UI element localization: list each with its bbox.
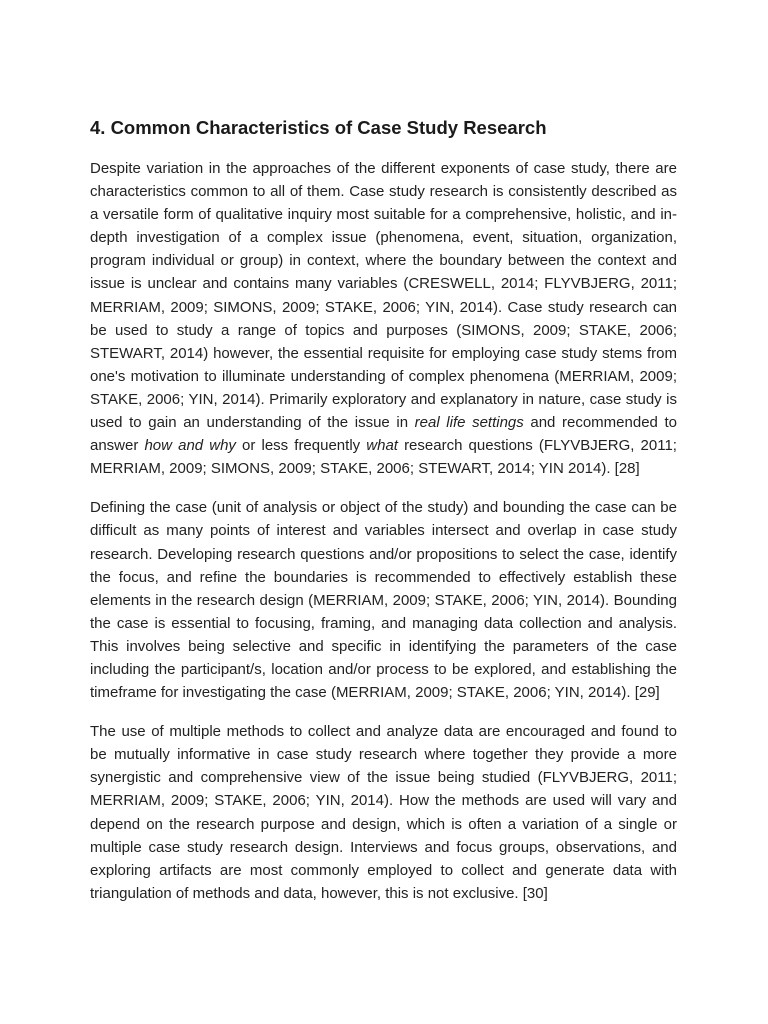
italic-how-and-why: how and why (144, 437, 236, 455)
paragraph-1-text-c: or less frequently (235, 437, 367, 455)
paragraph-1-text-d: research questions (FLYVBJERG, 2011; MERRIAM, 2009; SIMONS, 2009; STAKE, 2006; STEWART, 2014; YIN 2014). [28] (90, 437, 677, 478)
paragraph-1-text-b: and recommended to answer (90, 414, 678, 455)
section-heading: 4. Common Characteristics of Case Study Research (90, 117, 547, 138)
paragraph-1-text-a: Despite variation in the approaches of the different exponents of case study, there are characteristics common to all of them. Case study research is consistently described as a versatile form of qualitative inquiry most suitable for a comprehensive, holistic, and in-depth investigation of a complex issue (phenomena, event, situation, organization, program individual or group) in context, where the boundary between the context and issue is unclear and contains many variables (CRESWELL, 2014; FLYVBJERG, 2011; MERRIAM, 2009; SIMONS, 2009; STAKE, 2006; YIN, 2014). Case study research can be used to study a range of topics and purposes (SIMONS, 2009; STAKE, 2006; STEWART, 2014) however, the essential requisite for employing case study stems from one's motivation to illuminate understanding of complex phenomena (MERRIAM, 2009; STAKE, 2006; YIN, 2014). Primarily exploratory and explanatory in nature, case study is used to gain an understanding of the issue in (90, 160, 677, 432)
paragraph-2: Defining the case (unit of analysis or object of the study) and bounding the case can be difficult as many points of interest and variables intersect and overlap in case study research. Developing research questions and/or propositions to select the case, identify the focus, and refine the boundaries is recommended to effectively establish these elements in the research design (MERRIAM, 2009; STAKE, 2006; YIN, 2014). Bounding the case is essential to focusing, framing, and managing data collection and analysis. This involves being selective and specific in identifying the parameters of the case including the participant/s, location and/or process to be explored, and establishing the timeframe for investigating the case (MERRIAM, 2009; STAKE, 2006; YIN, 2014). [29] (90, 499, 677, 702)
paragraph-1 (90, 157, 677, 480)
italic-what: what (366, 437, 398, 455)
italic-real-life-settings: real life settings (414, 414, 524, 432)
document-page (90, 115, 677, 921)
paragraph-3: The use of multiple methods to collect and analyze data are encouraged and found to be mutually informative in case study research where together they provide a more synergistic and comprehensive view of the issue being studied (FLYVBJERG, 2011; MERRIAM, 2009; STAKE, 2006; YIN, 2014). How the methods are used will vary and depend on the research purpose and design, which is often a variation of a single or multiple case study research design. Interviews and focus groups, observations, and exploring artifacts are most commonly employed to collect and generate data with triangulation of methods and data, however, this is not exclusive. [30] (90, 723, 677, 902)
